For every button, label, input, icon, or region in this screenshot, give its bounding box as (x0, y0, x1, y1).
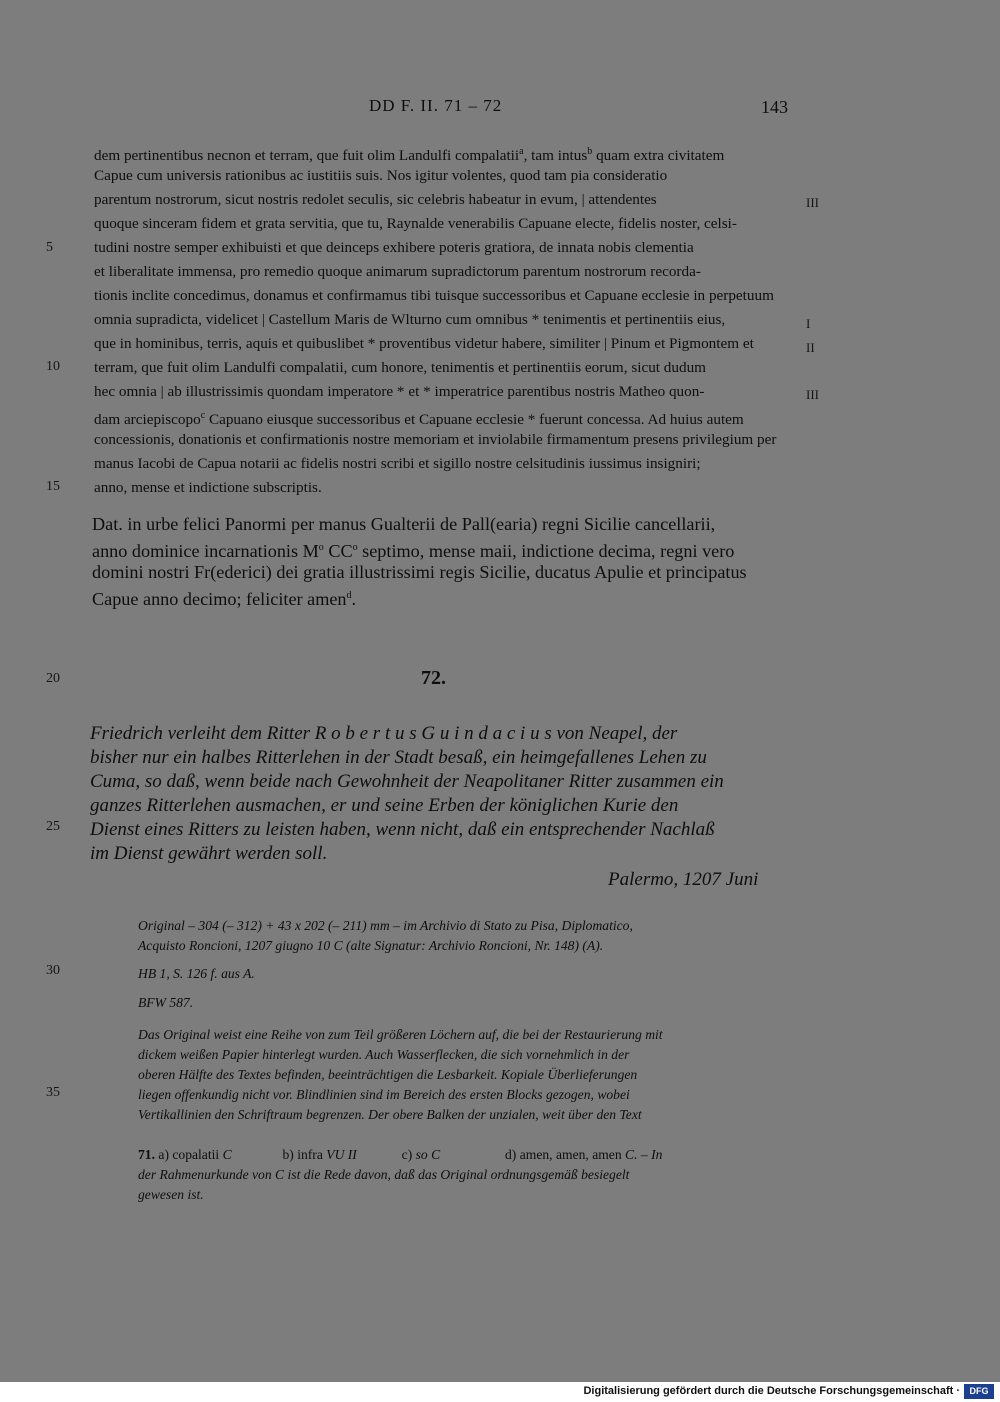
charter-line: omnia supradicta, videlicet | Castellum Maris de Wlturno cum omnibus * tenimentis et pertinentiis eius, (94, 311, 726, 328)
regest-line: Friedrich verleiht dem Ritter R o b e r t u s G u i n d a c i u s von Neapel, der (90, 723, 678, 744)
dat-line: domini nostri Fr(ederici) dei gratia illustrissimi regis Sicilie, ducatus Apulie et principatus (92, 562, 747, 582)
regest-line: Cuma, so daß, wenn beide nach Gewohnheit der Neapolitaner Ritter zusammen ein (90, 771, 724, 792)
note-line: liegen offenkundig nicht vor. Blindlinien sind im Bereich des ersten Blocks gezogen, wobei (138, 1087, 630, 1102)
line-number: 30 (46, 963, 60, 978)
footnote-line: der Rahmenurkunde von C ist die Rede davon, daß das Original ordnungsgemäß besiegelt (138, 1167, 630, 1182)
charter-line: manus Iacobi de Capua notarii ac fidelis nostri scribi et sigillo nostre celsitudinis iussimus insigniri; (94, 455, 701, 472)
margin-marker: II (806, 340, 815, 355)
line-number: 15 (46, 479, 60, 494)
dat-line: anno dominice incarnationis $M^o$ $CC^o$ septimo, mense maii, indictione decima, regni vero (92, 541, 735, 562)
regest-line: ganzes Ritterlehen ausmachen, er und seine Erben der königlichen Kurie den (90, 795, 679, 816)
charter-line: anno, mense et indictione subscriptis. (94, 479, 322, 496)
note-line: oberen Hälfte des Textes befinden, beeinträchtigen die Lesbarkeit. Kopiale Überlieferungen (138, 1067, 638, 1082)
dat-line: Dat. in urbe felici Panormi per manus Gualterii de Pall(earia) regni Sicilie cancellarii, (92, 514, 716, 534)
charter-line: tionis inclite concedimus, donamus et confirmamus tibi tuisque successoribus et Capuane ecclesie in perpetuum (94, 287, 774, 304)
regest-line: im Dienst gewährt werden soll. (90, 843, 328, 864)
running-header: DD F. II. 71 – 72 (369, 96, 503, 115)
charter-line: terram, que fuit olim Landulfi compalatii, cum honore, tenimentis et pertinentiis eorum, sicut dudum (94, 359, 706, 376)
charter-line: parentum nostrorum, sicut nostris redolet seculis, sic celebris habeatur in evum, | attendentes (94, 191, 657, 208)
footer-bar (0, 1382, 1000, 1402)
charter-line: concessionis, donationis et confirmationis nostre memoriam et inviolabile firmamentum presens privilegium per (94, 431, 777, 448)
note-line: HB 1, S. 126 f. aus A. (138, 966, 255, 981)
line-number: 5 (46, 240, 53, 255)
place-date: Palermo, 1207 Juni (608, 869, 759, 890)
line-number: 10 (46, 359, 60, 374)
footnote-line: 71. a) copalatii C b) infra VU II c) so C d) amen, amen, amen C. – In (138, 1147, 663, 1162)
note-line: Acquisto Roncioni, 1207 giugno 10 C (alte Signatur: Archivio Roncioni, Nr. 148) (A). (138, 938, 604, 953)
line-number: 35 (46, 1085, 60, 1100)
regest-line: bisher nur ein halbes Ritterlehen in der Stadt besaß, ein heimgefallenes Lehen zu (90, 747, 707, 768)
charter-line: que in hominibus, terris, aquis et quibuslibet * proventibus videtur habere, similiter | Pinum et Pigmontem et (94, 335, 754, 352)
charter-line: dam arciepiscopo$^c$ Capuano eiusque successoribus et Capuane ecclesie * fuerunt concessa. Ad huius autem (94, 410, 744, 429)
margin-marker: III (806, 195, 819, 210)
note-line: Das Original weist eine Reihe von zum Teil größeren Löchern auf, die bei der Restaurierung mit (138, 1027, 663, 1042)
margin-marker: I (806, 316, 811, 331)
footnote-line: gewesen ist. (138, 1187, 204, 1202)
note-line: BFW 587. (138, 995, 194, 1010)
charter-line: hec omnia | ab illustrissimis quondam imperatore * et * imperatrice parentibus nostris Matheo quon- (94, 383, 705, 400)
charter-line: et liberalitate immensa, pro remedio quoque animarum supradictorum parentum nostrorum recorda- (94, 263, 701, 280)
regest-line: Dienst eines Ritters zu leisten haben, wenn nicht, daß ein entsprechender Nachlaß (90, 819, 715, 840)
line-number: 20 (46, 671, 60, 686)
margin-marker: III (806, 387, 819, 402)
note-line: Vertikallinien den Schriftraum begrenzen. Der obere Balken der unzialen, weit über den Text (138, 1107, 642, 1122)
dat-line: Capue anno decimo; feliciter amen$^d$. (92, 589, 357, 610)
page-number: 143 (761, 97, 788, 117)
funding-notice: Digitalisierung gefördert durch die Deutsche Forschungsgemeinschaft · (583, 1385, 960, 1397)
charter-line: Capue cum universis rationibus ac iustitiis suis. Nos igitur volentes, quod tam pia consideratio (94, 167, 668, 184)
dfg-logo: DFG (964, 1384, 994, 1399)
note-line: dickem weißen Papier hinterlegt wurden. Auch Wasserflecken, die sich vornehmlich in der (138, 1047, 630, 1062)
charter-line: tudini nostre semper exhibuisti et que deinceps exhibere poteris gratiora, de innata nobis clementia (94, 239, 694, 256)
note-line: Original – 304 (– 312) + 43 x 202 (– 211) mm – im Archivio di Stato zu Pisa, Diplomatico, (138, 918, 633, 933)
line-number: 25 (46, 819, 60, 834)
document-number: 72. (421, 667, 446, 689)
charter-line: quoque sinceram fidem et grata servitia, que tu, Raynalde venerabilis Capuane electe, fidelis noster, celsi- (94, 215, 737, 232)
charter-line: dem pertinentibus necnon et terram, que fuit olim Landulfi compalatii$^a$, tam intus$^b$ quam extra civitatem (94, 146, 725, 165)
